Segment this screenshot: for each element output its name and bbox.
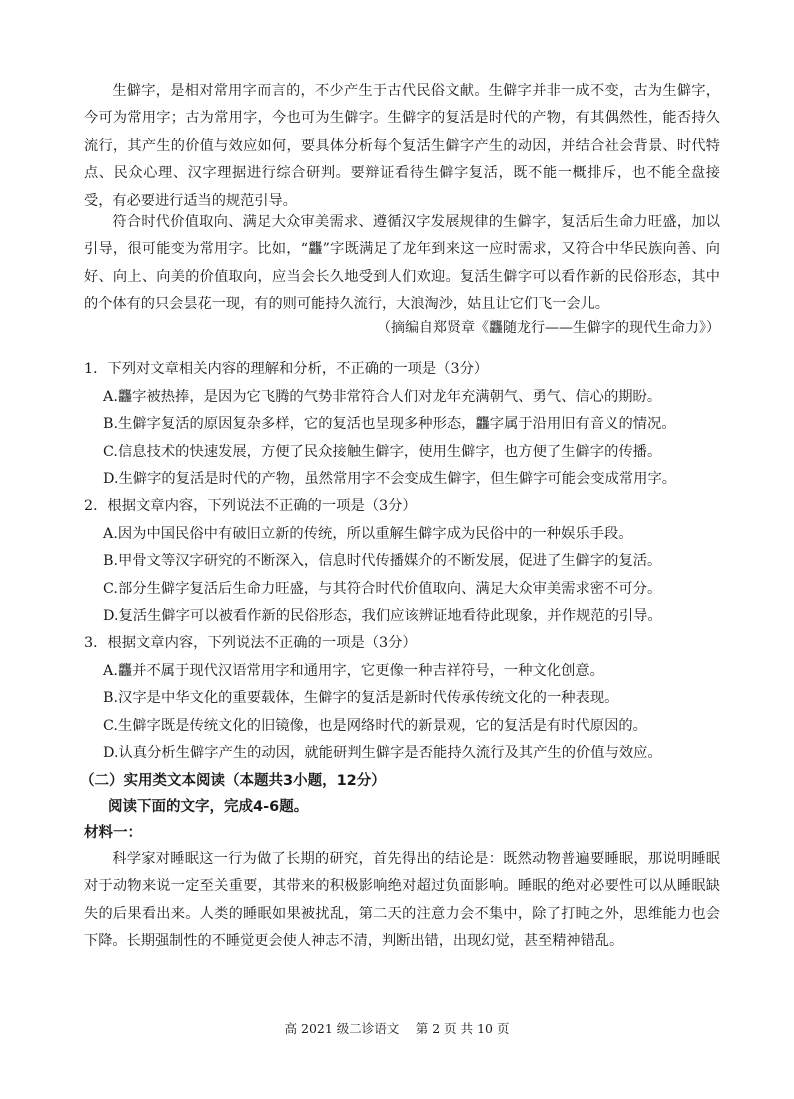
question-stem: 1．下列对文章相关内容的理解和分析，不正确的一项是（3分） (84, 361, 489, 377)
question-option-d: D.认真分析生僻字产生的动因，就能研判生僻字是否能持久流行及其产生的价值与效应。 (103, 745, 662, 761)
material-paragraph: 科学家对睡眠这一行为做了长期的研究，首先得出的结论是：既然动物普遍要睡眠，那说明睡眠对于动物来说一定至关重要，其带来的积极影响绝对超过负面影响。睡眠的绝对必要性可以从睡眠缺失的后果看出来。人类的睡眠如果被扰乱，第二天的注意力会不集中，除了打盹之外，思维能力也会下降。长期强制性的不睡觉更会使人神志不清，判断出错，出现幻觉，甚至精神错乱。 (84, 851, 720, 950)
question-option-c: C.信息技术的快速发展，方便了民众接触生僻字，使用生僻字，也方便了生僻字的传播。 (103, 443, 662, 460)
passage-paragraph-1: 生僻字，是相对常用字而言的，不少产生于古代民俗文献。生僻字并非一成不变，古为生僻字，今可为常用字；古为常用字，今也可为生僻字。生僻字的复活是时代的产物，有其偶然性，能否持久流行，其产生的价值与效应如何，要具体分析每个复活生僻字产生的动因，并结合社会背景、时代特点、民众心理、汉字理据进行综合研判。要辩证看待生僻字复活，既不能一概排斥，也不能全盘接受，有必要进行适当的规范引导。 (84, 83, 720, 209)
question-stem: 3．根据文章内容，下列说法不正确的一项是（3分） (84, 635, 417, 651)
question-option-c: C.生僻字既是传统文化的旧镜像，也是网络时代的新景观，它的复活是有时代原因的。 (103, 717, 647, 734)
question-option-b: B.生僻字复活的原因复杂多样，它的复活也呈现多种形态，龘字属于沿用旧有音义的情况。 (103, 416, 676, 432)
material-label: 材料一： (84, 825, 142, 841)
question-option-d: D.生僻字的复活是时代的产物，虽然常用字不会变成生僻字，但生僻字可能会变成常用字。 (103, 471, 677, 487)
passage-source: （摘编自郑贤章《龘随龙行——生僻字的现代生命力》） (377, 320, 720, 336)
question-3 (84, 630, 734, 768)
question-option-d: D.复活生僻字可以被看作新的民俗形态，我们应该辨证地看待此现象，并作规范的引导。 (103, 608, 662, 624)
question-option-a: A.龘并不属于现代汉语常用字和通用字，它更像一种吉祥符号，一种文化创意。 (103, 662, 604, 679)
question-stem: 2．根据文章内容，下列说法不正确的一项是（3分） (84, 498, 417, 514)
passage-paragraph-2: 符合时代价值取向、满足大众审美需求、遵循汉字发展规律的生僻字，复活后生命力旺盛，加以引导，很可能变为常用字。比如，“龘”字既满足了龙年到来这一应时需求，又符合中华民族向善、向好、向上、向美的价值取向，应当会长久地受到人们欢迎。复活生僻字可以看作新的民俗形态，其中的个体有的只会昙花一现，有的则可能持久流行，大浪淘沙，姑且让它们飞一会儿。 (84, 214, 720, 313)
question-option-b: B.甲骨文等汉字研究的不断深入，信息时代传播媒介的不断发展，促进了生僻字的复活。 (103, 553, 662, 569)
section-instruction: 阅读下面的文字，完成4-6题。 (108, 799, 309, 815)
page-footer: 高 2021 级二诊语文 第 2 页 共 10 页 (284, 1021, 510, 1036)
section-heading: （二）实用类文本阅读（本题共3小题，12分） (80, 773, 386, 789)
question-option-a: A.龘字被热捧，是因为它飞腾的气势非常符合人们对龙年充满朝气、勇气、信心的期盼。 (103, 388, 662, 405)
question-option-c: C.部分生僻字复活后生命力旺盛，与其符合时代价值取向、满足大众审美需求密不可分。 (103, 580, 662, 597)
question-option-a: A.因为中国民俗中有破旧立新的传统，所以重解生僻字成为民俗中的一种娱乐手段。 (103, 525, 633, 542)
question-option-b: B.汉字是中华文化的重要载体，生僻字的复活是新时代传承传统文化的一种表现。 (103, 690, 619, 706)
question-1 (84, 356, 734, 494)
question-2 (84, 493, 734, 631)
